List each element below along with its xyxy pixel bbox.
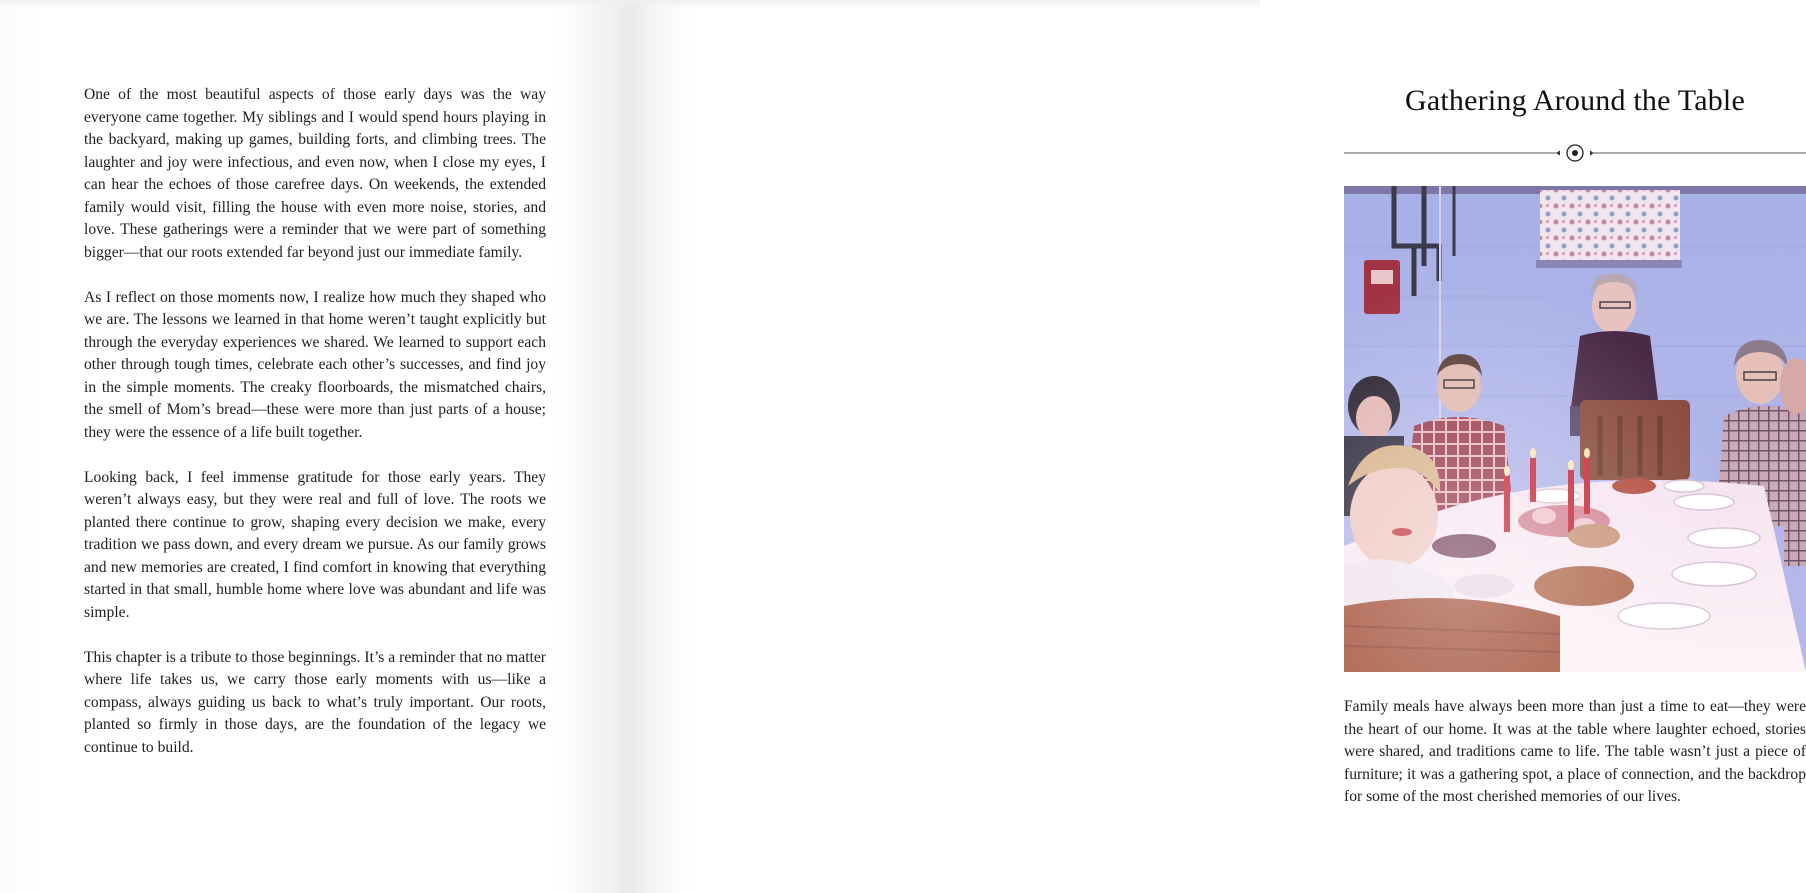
title-divider xyxy=(1344,141,1806,165)
family-dinner-photo xyxy=(1344,186,1806,672)
right-page xyxy=(630,0,1806,893)
left-page xyxy=(0,0,630,893)
photo-caption: Family meals have always been more than just a time to eat—they were the heart of our home. It was at the table where laughter echoed, stories were shared, and traditions came to life. The table wasn’t just a piece of furniture; it was a gathering spot, a place of connection, and the backdrop for some of the most cherished memories of our lives. xyxy=(1344,698,1806,805)
paragraph: As I reflect on those moments now, I realize how much they shaped who we are. The lessons we learned in that home weren’t taught explicitly but through the everyday experiences we shared. We learned to support each other through tough times, celebrate each other’s successes, and find joy in the simple moments. The creaky floorboards, the mismatched chairs, the smell of Mom’s bread—these were more than just parts of a house; they were the essence of a life built together. xyxy=(84,288,546,441)
paragraph: One of the most beautiful aspects of those early days was the way everyone came together. My siblings and I would spend hours playing in the backyard, making up games, building forts, and climbing trees. The laughter and joy were infectious, and even now, when I close my eyes, I can hear the echoes of those carefree days. On weekends, the extended family would visit, filling the house with even more noise, stories, and love. These gatherings were a reminder that we were part of something bigger—that our roots extended far beyond just our immediate family. xyxy=(84,86,546,261)
ornament-icon xyxy=(1344,141,1806,165)
left-page-body xyxy=(84,84,546,782)
paragraph: Looking back, I feel immense gratitude for those early years. They weren’t always easy, but they were real and full of love. The roots we planted there continue to grow, shaping every decision we make, every tradition we pass down, and every dream we pursue. As our family grows and new memories are created, I find comfort in knowing that everything started in that small, humble home where love was abundant and life was simple. xyxy=(84,468,546,621)
paragraph: This chapter is a tribute to those beginnings. It’s a reminder that no matter where life takes us, we carry those early moments with us—like a compass, always guiding us back to what’s truly important. Our roots, planted so firmly in those days, are the foundation of the legacy we continue to build. xyxy=(84,648,546,756)
chapter-title: Gathering Around the Table xyxy=(1405,84,1745,117)
